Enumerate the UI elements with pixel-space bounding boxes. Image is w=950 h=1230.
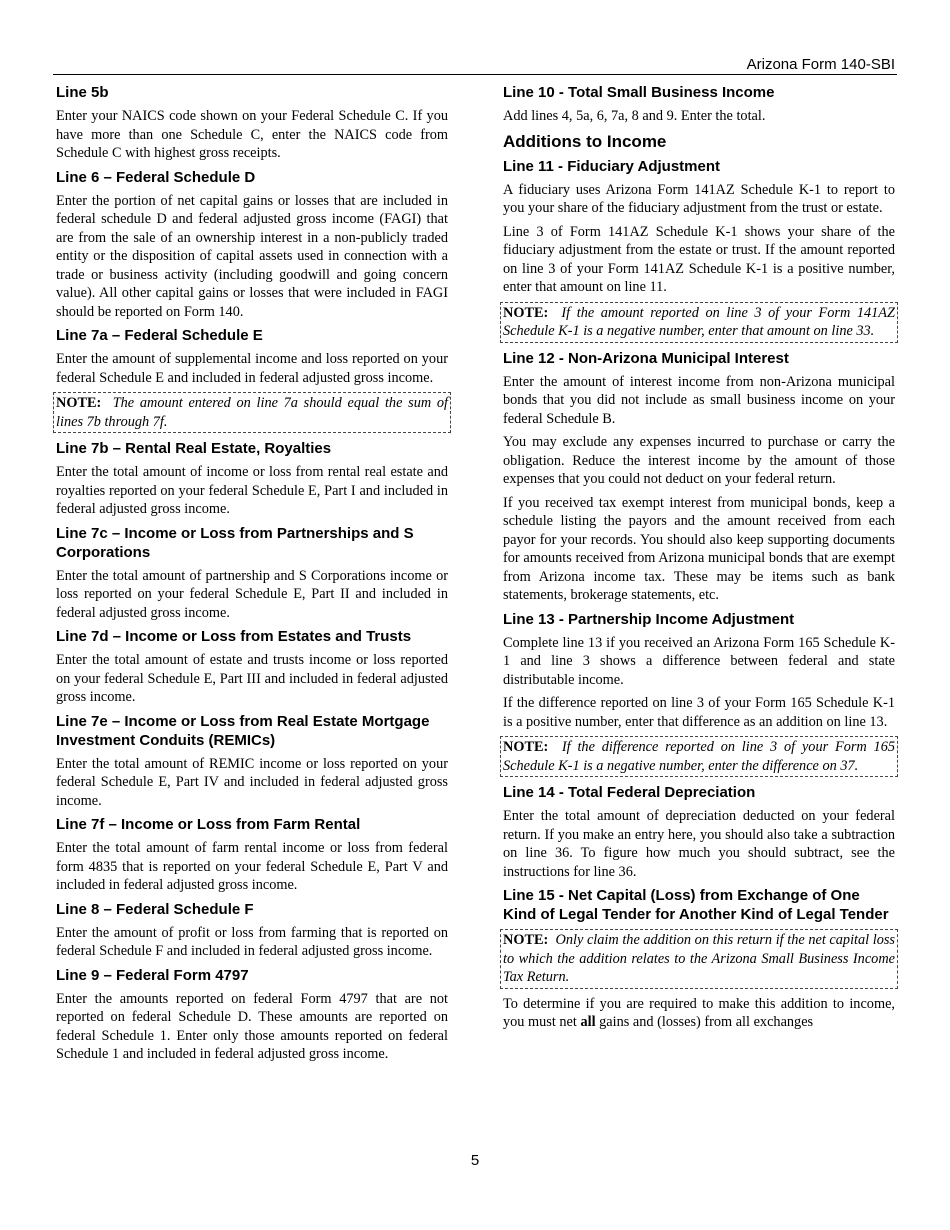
line-5b-text: Enter your NAICS code shown on your Federal Schedule C. If you have more than one Schedule C, enter the NAICS code from Schedule C with highest gross receipts. [56,108,448,161]
line-14-text: Enter the total amount of depreciation deducted on your federal return. If you make an entry here, you should also take a subtraction on line 36. To figure how much you should subtract, see the instructions for line 36. [503,808,895,880]
additions-heading: Additions to Income [503,131,667,151]
line-7b-heading: Line 7b – Rental Real Estate, Royalties [56,440,332,457]
line-8-heading: Line 8 – Federal Schedule F [56,900,254,918]
line-5b-heading: Line 5b [56,84,109,101]
line-9-heading: Line 9 – Federal Form 4797 [56,966,249,984]
line-9-text: Enter the amounts reported on federal Form 4797 that are not reported on federal Schedule D. These amounts are reported on federal Schedule 1. Enter only those amounts reported on federal Schedule 1 and included in federal adjusted gross income. [56,990,448,1062]
line-13-text-2: If the difference reported on line 3 of your Form 165 Schedule K-1 is a positive number, enter that difference as an addition on line 13. [503,695,895,730]
line-7d-text: Enter the total amount of estate and trusts income or loss reported on your federal Schedule E, Part III and included in federal adjusted gross income. [56,652,448,705]
note-box [500,736,898,777]
right-column [503,83,895,1037]
line-12-heading: Line 12 - Non-Arizona Municipal Interest [503,349,789,367]
line-15-text-a: To determine if you are required to make this addition to income, you must net [503,995,895,1030]
line-7b-text: Enter the total amount of income or loss from rental real estate and royalties reported on your federal Schedule E, Part I and included in federal adjusted gross income. [56,464,448,517]
line-7d-heading: Line 7d – Income or Loss from Estates and Trusts [56,628,412,645]
line-12-text-3: If you received tax exempt interest from municipal bonds, keep a schedule listing the payors and the amount received from each payor for your records. You should also keep supporting documents for amounts received from Arizona municipal bonds that are exempt from Arizona income tax. These may be items such as bank statements, brokerage statements, etc. [503,494,895,603]
line-7c-heading: Line 7c – Income or Loss from Partnerships and S Corporations [56,524,414,561]
line-13-heading: Line 13 - Partnership Income Adjustment [503,610,795,628]
note-label: NOTE: [503,304,549,321]
line-6-text: Enter the portion of net capital gains or losses that are included in federal schedule D and federal adjusted gross income (FAGI) that are from the sale of an ownership interest in a non-publicly traded entity or the disposition of capital assets used in connection with a trade or business activity (including goodwill and going concern value). All other capital gains or losses that were included in FAGI should be reported on Form 140. [56,192,448,320]
line-12-text-1: Enter the amount of interest income from non-Arizona municipal bonds that you did not include as small business income on your federal Schedule B. [503,373,895,427]
note-box [500,302,898,343]
left-column [56,83,448,1069]
line-15-text-bold: all [580,1014,596,1030]
line-10-text: Add lines 4, 5a, 6, 7a, 8 and 9. Enter the total. [503,108,766,124]
line-7e-text: Enter the total amount of REMIC income or loss reported on your federal Schedule E, Part IV and included in federal adjusted gross income. [56,755,448,809]
note-text: If the difference reported on line 3 of your Form 165 Schedule K-1 is a negative number, enter the difference on 37. [503,739,895,774]
note-label: NOTE: [503,739,549,755]
line-8-text: Enter the amount of profit or loss from farming that is reported on federal Schedule F and included in federal adjusted gross income. [56,924,448,959]
note-box [500,929,898,989]
line-7a-heading: Line 7a – Federal Schedule E [56,327,263,344]
line-15-text-b: gains and (losses) from all exchanges [599,1014,814,1030]
line-15-text [503,995,895,1032]
note-box [53,392,451,433]
line-7a-text: Enter the amount of supplemental income and loss reported on your federal Schedule E and included in federal adjusted gross income. [56,351,448,386]
line-10-heading: Line 10 - Total Small Business Income [503,84,775,101]
line-7f-heading: Line 7f – Income or Loss from Farm Rental [56,816,361,833]
line-7e-heading: Line 7e – Income or Loss from Real Estate Mortgage Investment Conduits (REMICs) [56,712,430,749]
line-11-text-2: Line 3 of Form 141AZ Schedule K-1 shows your share of the fiduciary adjustment from the estate or trust. If the amount reported on line 3 of your Form 141AZ Schedule K-1 is a positive number, enter that amount on line 11. [503,223,895,295]
note-text: The amount entered on line 7a should equal the sum of lines 7b through 7f. [56,395,448,430]
note-label: NOTE: [503,932,549,948]
page-number: 5 [470,1152,480,1169]
line-6-heading: Line 6 – Federal Schedule D [56,168,256,186]
line-7f-text: Enter the total amount of farm rental income or loss from federal form 4835 that is reported on your federal Schedule E, Part V and included in federal adjusted gross income. [56,840,448,893]
note-label: NOTE: [56,395,102,411]
header-rule [53,74,897,75]
line-11-text-1: A fiduciary uses Arizona Form 141AZ Schedule K-1 to report to you your share of the fiduciary adjustment from the trust or estate. [503,181,895,216]
note-text: If the amount reported on line 3 of your Form 141AZ Schedule K-1 is a negative number, enter that amount on line 33. [503,304,895,339]
note-text: Only claim the addition on this return if the net capital loss to which the addition relates to the Arizona Small Business Income Tax Return. [503,932,895,985]
line-7c-text: Enter the total amount of partnership and S Corporations income or loss reported on your federal Schedule E, Part II and included in federal adjusted gross income. [56,567,448,621]
line-14-heading: Line 14 - Total Federal Depreciation [503,784,756,801]
line-13-text-1: Complete line 13 if you received an Arizona Form 165 Schedule K-1 and line 3 shows a difference between federal and state distributable income. [503,634,895,688]
line-15-heading: Line 15 - Net Capital (Loss) from Exchange of One Kind of Legal Tender for Another Kind of Legal Tender [503,887,889,923]
line-11-heading: Line 11 - Fiduciary Adjustment [503,157,720,175]
line-12-text-2: You may exclude any expenses incurred to purchase or carry the obligation. Reduce the interest income by the amount of those expenses that you could not deduct on your federal return. [503,434,895,487]
form-header: Arizona Form 140-SBI [746,56,895,73]
